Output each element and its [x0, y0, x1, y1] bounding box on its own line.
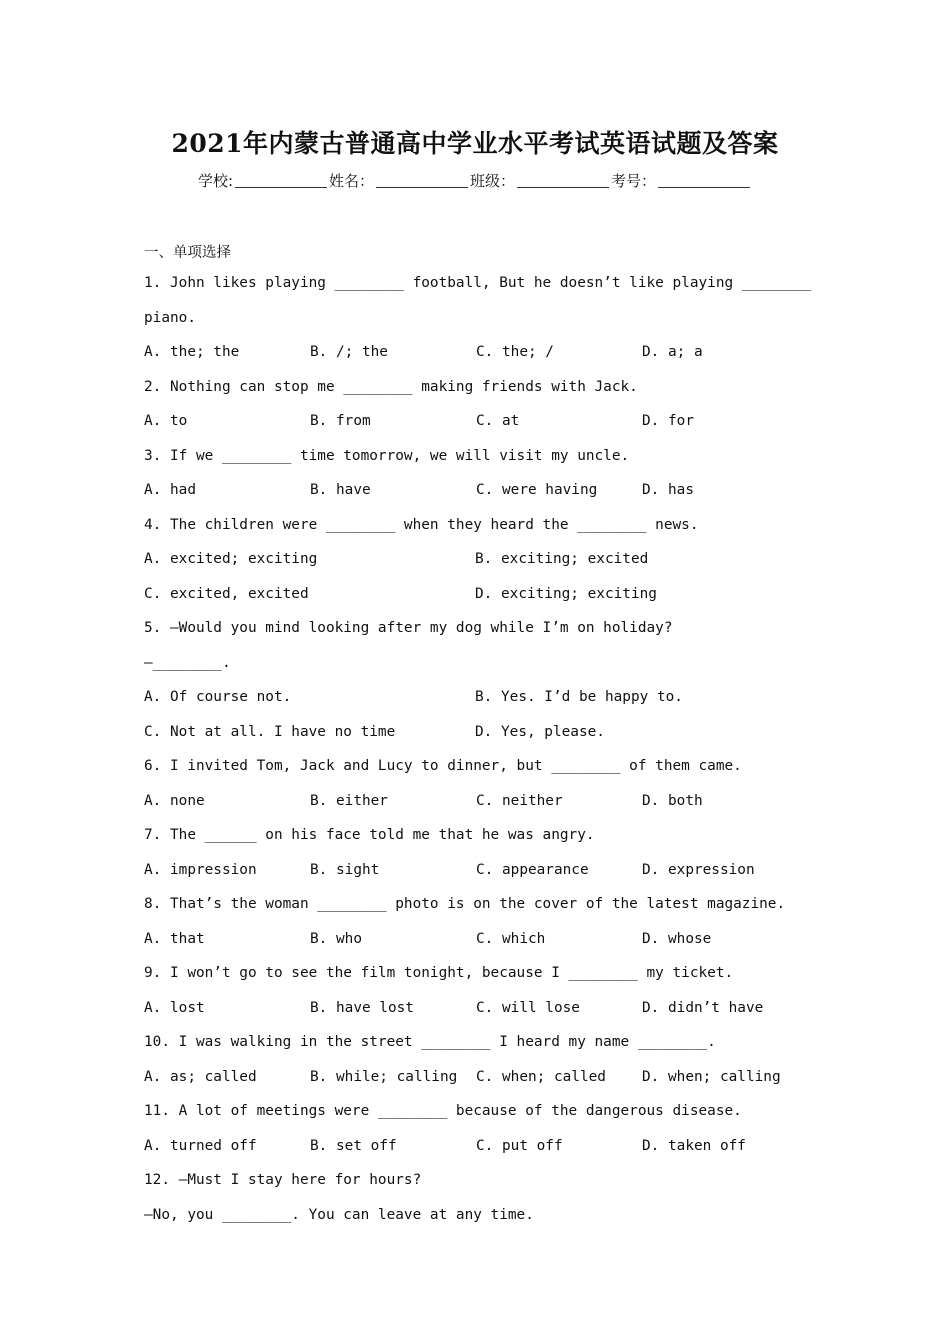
question-stem: 4. The children were ________ when they heard the ________ news.	[144, 516, 699, 533]
answer-option[interactable]: B. set off	[310, 1137, 397, 1154]
answer-option[interactable]: D. didn’t have	[642, 999, 764, 1016]
answer-option[interactable]: B. from	[310, 413, 371, 429]
answer-option[interactable]: A. excited; exciting	[144, 551, 318, 567]
answer-option[interactable]: C. will lose	[476, 999, 580, 1016]
question-stem: 5. —Would you mind looking after my dog while I’m on holiday?	[144, 620, 673, 636]
option-row	[144, 404, 824, 439]
question-stem: 6. I invited Tom, Jack and Lucy to dinner, but ________ of them came.	[144, 758, 742, 774]
answer-option[interactable]: B. either	[310, 792, 388, 809]
answer-option[interactable]: D. exciting; exciting	[475, 585, 657, 602]
answer-option[interactable]: B. /; the	[310, 344, 388, 360]
answer-option[interactable]: A. had	[144, 482, 196, 498]
option-row	[144, 1129, 824, 1164]
answer-option[interactable]: D. has	[642, 482, 694, 498]
school-blank	[235, 173, 327, 188]
answer-option[interactable]: C. which	[476, 930, 546, 947]
option-row	[144, 335, 824, 370]
name-label: 姓名：	[329, 172, 375, 190]
question-line: —No, you ________. You can leave at any time.	[144, 1206, 534, 1223]
answer-option[interactable]: D. a; a	[642, 344, 703, 360]
option-row	[144, 922, 824, 957]
question-line: —________.	[144, 654, 231, 671]
question-stem: 11. A lot of meetings were ________ because of the dangerous disease.	[144, 1103, 742, 1119]
question-stem: 1. John likes playing ________ football, But he doesn’t like playing ________	[144, 275, 812, 291]
answer-option[interactable]: B. Yes. I’d be happy to.	[475, 689, 683, 705]
answer-option[interactable]: A. the; the	[144, 344, 240, 360]
answer-option[interactable]: D. expression	[642, 861, 755, 878]
answer-option[interactable]: B. who	[310, 930, 362, 947]
section-heading: 一、单项选择	[144, 245, 231, 261]
answer-option[interactable]: A. Of course not.	[144, 689, 292, 705]
page-title: 2021年内蒙古普通高中学业水平考试英语试题及答案	[171, 129, 779, 158]
answer-option[interactable]: D. both	[642, 792, 703, 809]
answer-option[interactable]: C. at	[476, 413, 520, 429]
answer-option[interactable]: C. were having	[476, 482, 598, 498]
answer-option[interactable]: D. taken off	[642, 1137, 746, 1154]
question-stem: 12. —Must I stay here for hours?	[144, 1172, 422, 1188]
answer-option[interactable]: D. Yes, please.	[475, 723, 605, 740]
question-stem: 10. I was walking in the street ________ I heard my name ________.	[144, 1034, 716, 1050]
answer-option[interactable]: D. when; calling	[642, 1068, 781, 1085]
option-row	[144, 715, 824, 750]
answer-option[interactable]: D. whose	[642, 930, 712, 947]
answer-option[interactable]: A. lost	[144, 999, 205, 1016]
class-label: 班级：	[470, 172, 516, 190]
option-row	[144, 853, 824, 888]
option-row	[144, 473, 824, 508]
answer-option[interactable]: C. put off	[476, 1137, 563, 1154]
answer-option[interactable]: A. impression	[144, 861, 257, 878]
id-label: 考号：	[611, 172, 657, 190]
class-blank	[517, 173, 609, 188]
question-stem: 2. Nothing can stop me ________ making friends with Jack.	[144, 378, 638, 395]
answer-option[interactable]: C. excited, excited	[144, 585, 309, 602]
option-row	[144, 1060, 824, 1095]
question-stem: 3. If we ________ time tomorrow, we will visit my uncle.	[144, 447, 630, 464]
answer-option[interactable]: B. while; calling	[310, 1068, 458, 1085]
question-line: piano.	[144, 309, 196, 326]
answer-option[interactable]: A. as; called	[144, 1068, 257, 1085]
answer-option[interactable]: A. none	[144, 792, 205, 809]
question-stem: 9. I won’t go to see the film tonight, because I ________ my ticket.	[144, 965, 734, 981]
answer-option[interactable]: D. for	[642, 413, 694, 429]
answer-option[interactable]: C. appearance	[476, 861, 589, 878]
answer-option[interactable]: A. to	[144, 413, 188, 429]
answer-option[interactable]: A. that	[144, 930, 205, 947]
answer-option[interactable]: C. the; /	[476, 344, 554, 360]
answer-option[interactable]: C. neither	[476, 792, 563, 809]
option-row	[144, 784, 824, 819]
question-list	[144, 240, 824, 1232]
question-stem: 8. That’s the woman ________ photo is on the cover of the latest magazine.	[144, 896, 786, 912]
school-label: 学校:	[197, 172, 233, 190]
name-blank	[376, 173, 468, 188]
answer-option[interactable]: A. turned off	[144, 1137, 257, 1154]
answer-option[interactable]: B. exciting; excited	[475, 551, 649, 567]
option-row	[144, 680, 824, 715]
question-stem: 7. The ______ on his face told me that he was angry.	[144, 827, 595, 843]
answer-option[interactable]: B. sight	[310, 861, 380, 878]
answer-option[interactable]: C. when; called	[476, 1068, 606, 1085]
answer-option[interactable]: B. have	[310, 482, 371, 498]
answer-option[interactable]: C. Not at all. I have no time	[144, 723, 396, 740]
student-info-line	[0, 170, 950, 191]
option-row	[144, 991, 824, 1026]
option-row	[144, 542, 824, 577]
id-blank	[658, 173, 750, 188]
option-row	[144, 577, 824, 612]
answer-option[interactable]: B. have lost	[310, 999, 414, 1016]
